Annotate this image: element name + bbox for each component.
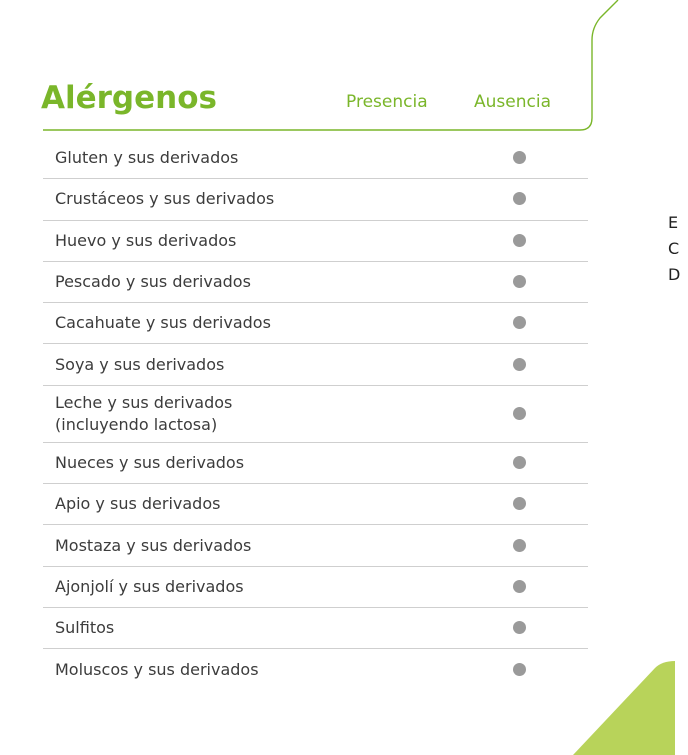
allergen-name: Ajonjolí y sus derivados bbox=[55, 576, 244, 596]
corner-green-triangle bbox=[573, 661, 675, 755]
allergen-row bbox=[43, 443, 588, 484]
allergen-row bbox=[43, 179, 588, 220]
ausencia-indicator-dot bbox=[513, 663, 526, 676]
ausencia-indicator-dot bbox=[513, 275, 526, 288]
allergen-name: Gluten y sus derivados bbox=[55, 148, 239, 168]
allergen-row bbox=[43, 484, 588, 525]
allergen-row bbox=[43, 221, 588, 262]
allergen-row bbox=[43, 386, 588, 443]
ausencia-indicator-dot bbox=[513, 497, 526, 510]
ausencia-indicator-dot bbox=[513, 316, 526, 329]
allergen-name: Moluscos y sus derivados bbox=[55, 659, 259, 679]
allergen-row bbox=[43, 303, 588, 344]
ausencia-indicator-dot bbox=[513, 358, 526, 371]
ausencia-indicator-dot bbox=[513, 456, 526, 469]
ausencia-indicator-dot bbox=[513, 234, 526, 247]
allergen-name: Cacahuate y sus derivados bbox=[55, 313, 271, 333]
allergen-row bbox=[43, 262, 588, 303]
ausencia-indicator-dot bbox=[513, 407, 526, 420]
allergen-row bbox=[43, 567, 588, 608]
allergen-name: Mostaza y sus derivados bbox=[55, 535, 252, 555]
side-text-line: E bbox=[668, 213, 679, 232]
allergen-name: Sulfitos bbox=[55, 618, 115, 638]
allergen-row bbox=[43, 649, 588, 690]
ausencia-indicator-dot bbox=[513, 151, 526, 164]
allergen-row bbox=[43, 525, 588, 566]
cropped-side-text bbox=[668, 210, 688, 288]
allergen-row bbox=[43, 608, 588, 649]
allergen-name: Huevo y sus derivados bbox=[55, 230, 237, 250]
allergen-name: Apio y sus derivados bbox=[55, 494, 221, 514]
ausencia-indicator-dot bbox=[513, 580, 526, 593]
allergen-name: Crustáceos y sus derivados bbox=[55, 189, 275, 209]
ausencia-indicator-dot bbox=[513, 192, 526, 205]
ausencia-indicator-dot bbox=[513, 539, 526, 552]
column-header-presencia: Presencia bbox=[346, 92, 428, 112]
allergen-name: Leche y sus derivados (incluyendo lactosa) bbox=[55, 392, 233, 434]
allergen-name: Nueces y sus derivados bbox=[55, 452, 245, 472]
allergen-row bbox=[43, 344, 588, 385]
ausencia-indicator-dot bbox=[513, 621, 526, 634]
column-header-ausencia: Ausencia bbox=[474, 92, 551, 112]
side-text-line: C bbox=[668, 239, 680, 258]
allergen-name: Pescado y sus derivados bbox=[55, 272, 251, 292]
allergen-list bbox=[43, 138, 588, 691]
side-text-line: D bbox=[668, 265, 681, 284]
table-title: Alérgenos bbox=[41, 80, 217, 116]
allergen-row bbox=[43, 138, 588, 179]
allergen-name: Soya y sus derivados bbox=[55, 354, 225, 374]
